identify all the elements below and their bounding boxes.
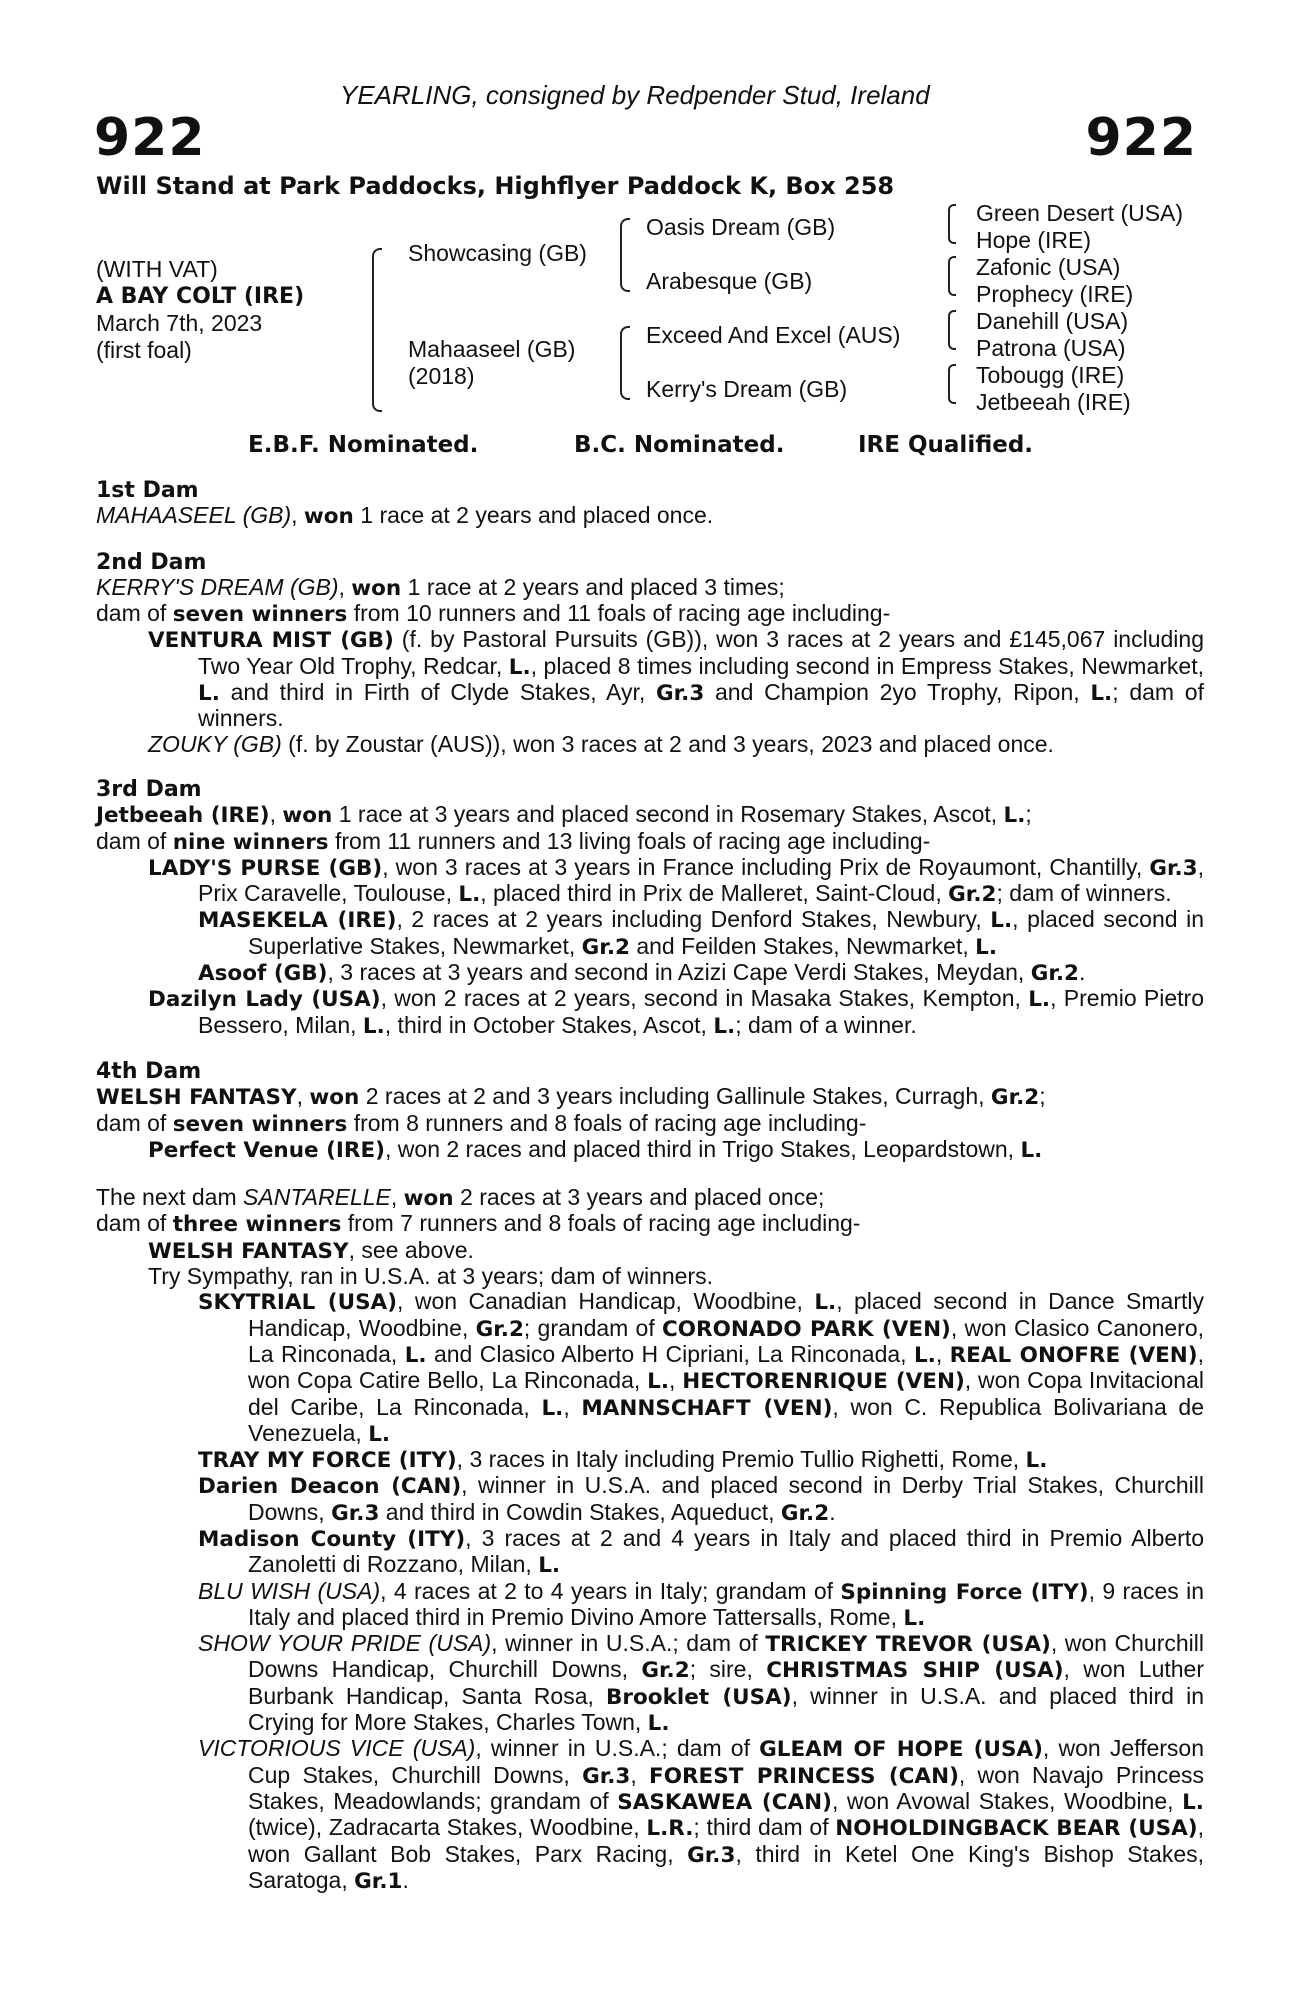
- show-your-pride-entry: SHOW YOUR PRIDE (USA), winner in U.S.A.; dam of TRICKEY TREVOR (USA), won Churchill Downs Handicap, Churchill Downs, Gr.2; sire, CHRISTMAS SHIP (USA), won Luther Burbank Handicap, Santa Rosa, Brooklet (USA), winner in U.S.A. and placed third in Crying for More Stakes, Charles Town, L.: [198, 1630, 1205, 1737]
- g3-3: Zafonic (USA): [976, 254, 1121, 280]
- dam-year: (2018): [408, 363, 475, 389]
- asoof-entry: Asoof (GB), 3 races at 3 years and second in Azizi Cape Verdi Stakes, Meydan, Gr.2.: [198, 959, 1086, 987]
- g3-6: Patrona (USA): [976, 335, 1126, 361]
- skytrial-entry: SKYTRIAL (USA), won Canadian Handicap, Woodbine, L., placed second in Dance Smartly Handicap, Woodbine, Gr.2; grandam of CORONADO PARK (VEN), won Clasico Canonero, La Rinconada, L. and Clasico Alberto H Cipriani, La Rinconada, L., REAL ONOFRE (VEN), won Copa Catire Bello, La Rinconada, L., HECTORENRIQUE (VEN), won Copa Invitacional del Caribe, La Rinconada, L., MANNSCHAFT (VEN), won C. Republica Bolivariana de Venezuela, L.: [198, 1288, 1205, 1447]
- zouky-entry: ZOUKY (GB) (f. by Zoustar (AUS)), won 3 races at 2 and 3 years, 2023 and placed once.: [148, 730, 1054, 757]
- perfect-venue-entry: Perfect Venue (IRE), won 2 races and placed third in Trigo Stakes, Leopardstown, L.: [148, 1135, 1043, 1163]
- nomination-ebf: E.B.F. Nominated.: [248, 432, 479, 458]
- pedigree-brace-dam: [620, 326, 630, 400]
- first-dam-entry: MAHAASEEL (GB), won 1 race at 2 years and placed once.: [96, 502, 714, 530]
- third-dam-produce: dam of nine winners from 11 runners and 13 living foals of racing age including-: [96, 827, 931, 855]
- welsh-fantasy-ref: WELSH FANTASY, see above.: [148, 1236, 474, 1264]
- masekela-entry: MASEKELA (IRE), 2 races at 2 years including Denford Stakes, Newbury, L., placed second in Superlative Stakes, Newmarket, Gr.2 and Feilden Stakes, Newmarket, L.: [198, 906, 1205, 960]
- foaling-date: March 7th, 2023: [96, 310, 263, 336]
- pedigree-brace-main: [372, 248, 382, 412]
- victorious-vice-entry: VICTORIOUS VICE (USA), winner in U.S.A.; dam of GLEAM OF HOPE (USA), won Jefferson Cup Stakes, Churchill Downs, Gr.3, FOREST PRINCESS (CAN), won Navajo Princess Stakes, Meadowlands; grandam of SASKAWEA (CAN), won Avowal Stakes, Woodbine, L. (twice), Zadracarta Stakes, Woodbine, L.R.; third dam of NOHOLDINGBACK BEAR (USA), won Gallant Bob Stakes, Parx Racing, Gr.3, third in Ketel One King's Bishop Stakes, Saratoga, Gr.1.: [198, 1735, 1205, 1894]
- nomination-ire: IRE Qualified.: [858, 432, 1034, 458]
- consignment-line: YEARLING, consigned by Redpender Stud, Ireland: [340, 80, 930, 110]
- pedigree-brace-g4: [948, 364, 956, 404]
- pedigree-brace-g2: [948, 256, 956, 296]
- lot-number-right: 922: [1085, 108, 1197, 168]
- nomination-bc: B.C. Nominated.: [574, 432, 785, 458]
- dazilyn-lady-entry: Dazilyn Lady (USA), won 2 races at 2 years, second in Masaka Stakes, Kempton, L., Premio Pietro Bessero, Milan, L., third in October Stakes, Ascot, L.; dam of a winner.: [148, 985, 1205, 1039]
- blu-wish-entry: BLU WISH (USA), 4 races at 2 to 4 years in Italy; grandam of Spinning Force (ITY), 9 races in Italy and placed third in Premio Divino Amore Tattersalls, Rome, L.: [198, 1577, 1205, 1631]
- sire-sire: Oasis Dream (GB): [646, 214, 836, 240]
- dam-sire: Exceed And Excel (AUS): [646, 322, 901, 348]
- foal-note: (first foal): [96, 337, 192, 363]
- vat-note: (WITH VAT): [96, 256, 218, 282]
- third-dam-entry: Jetbeeah (IRE), won 1 race at 3 years and placed second in Rosemary Stakes, Ascot, L.;: [96, 801, 1032, 829]
- second-dam-produce: dam of seven winners from 10 runners and 11 foals of racing age including-: [96, 600, 891, 628]
- lot-info: [96, 256, 304, 364]
- madison-county-entry: Madison County (ITY), 3 races at 2 and 4 years in Italy and placed third in Premio Alberto Zanoletti di Rozzano, Milan, L.: [198, 1524, 1204, 1579]
- dam: Mahaaseel (GB): [408, 336, 576, 362]
- fourth-dam-produce: dam of seven winners from 8 runners and 8 foals of racing age including-: [96, 1109, 867, 1137]
- pedigree-brace-g1: [948, 204, 956, 244]
- dam-dam: Kerry's Dream (GB): [646, 376, 848, 402]
- second-dam-heading: 2nd Dam: [96, 549, 207, 575]
- g3-4: Prophecy (IRE): [976, 281, 1134, 307]
- lot-name: A BAY COLT (IRE): [96, 284, 305, 309]
- g3-2: Hope (IRE): [976, 227, 1092, 253]
- g3-1: Green Desert (USA): [976, 200, 1184, 226]
- third-dam-heading: 3rd Dam: [96, 776, 202, 802]
- tray-my-force-entry: TRAY MY FORCE (ITY), 3 races in Italy including Premio Tullio Righetti, Rome, L.: [198, 1446, 1048, 1474]
- try-sympathy-entry: Try Sympathy, ran in U.S.A. at 3 years; dam of winners.: [148, 1263, 713, 1290]
- lot-number-left: 922: [94, 108, 206, 168]
- first-dam-heading: 1st Dam: [96, 478, 199, 503]
- fourth-dam-heading: 4th Dam: [96, 1058, 202, 1084]
- next-dam-produce: dam of three winners from 7 runners and 8 foals of racing age including-: [96, 1210, 861, 1238]
- pedigree-brace-sire: [620, 218, 630, 292]
- second-dam-entry: KERRY'S DREAM (GB), won 1 race at 2 years and placed 3 times;: [96, 573, 785, 601]
- g3-7: Tobougg (IRE): [976, 362, 1125, 388]
- g3-5: Danehill (USA): [976, 308, 1129, 334]
- ladys-purse-entry: LADY'S PURSE (GB), won 3 races at 3 years in France including Prix de Royaumont, Chantilly, Gr.3, Prix Caravelle, Toulouse, L., placed third in Prix de Malleret, Saint-Cloud, Gr.2; dam of winners.: [148, 853, 1205, 908]
- stand-location: Will Stand at Park Paddocks, Highflyer Paddock K, Box 258: [96, 172, 895, 200]
- ventura-mist-entry: VENTURA MIST (GB) (f. by Pastoral Pursuits (GB)), won 3 races at 2 years and £145,067 including Two Year Old Trophy, Redcar, L., placed 8 times including second in Empress Stakes, Newmarket, L. and third in Firth of Clyde Stakes, Ayr, Gr.3 and Champion 2yo Trophy, Ripon, L.; dam of winners.: [148, 626, 1204, 732]
- dam-line-text: [96, 478, 1204, 1894]
- darien-deacon-entry: Darien Deacon (CAN), winner in U.S.A. and placed second in Derby Trial Stakes, Churchill Downs, Gr.3 and third in Cowdin Stakes, Aqueduct, Gr.2.: [198, 1472, 1205, 1526]
- sire-dam: Arabesque (GB): [646, 268, 813, 294]
- sire: Showcasing (GB): [408, 240, 587, 266]
- g3-8: Jetbeeah (IRE): [976, 389, 1131, 415]
- pedigree-brace-g3: [948, 310, 956, 350]
- fourth-dam-entry: WELSH FANTASY, won 2 races at 2 and 3 years including Gallinule Stakes, Curragh, Gr.2;: [96, 1083, 1046, 1111]
- next-dam-entry: The next dam SANTARELLE, won 2 races at 3 years and placed once;: [96, 1184, 825, 1212]
